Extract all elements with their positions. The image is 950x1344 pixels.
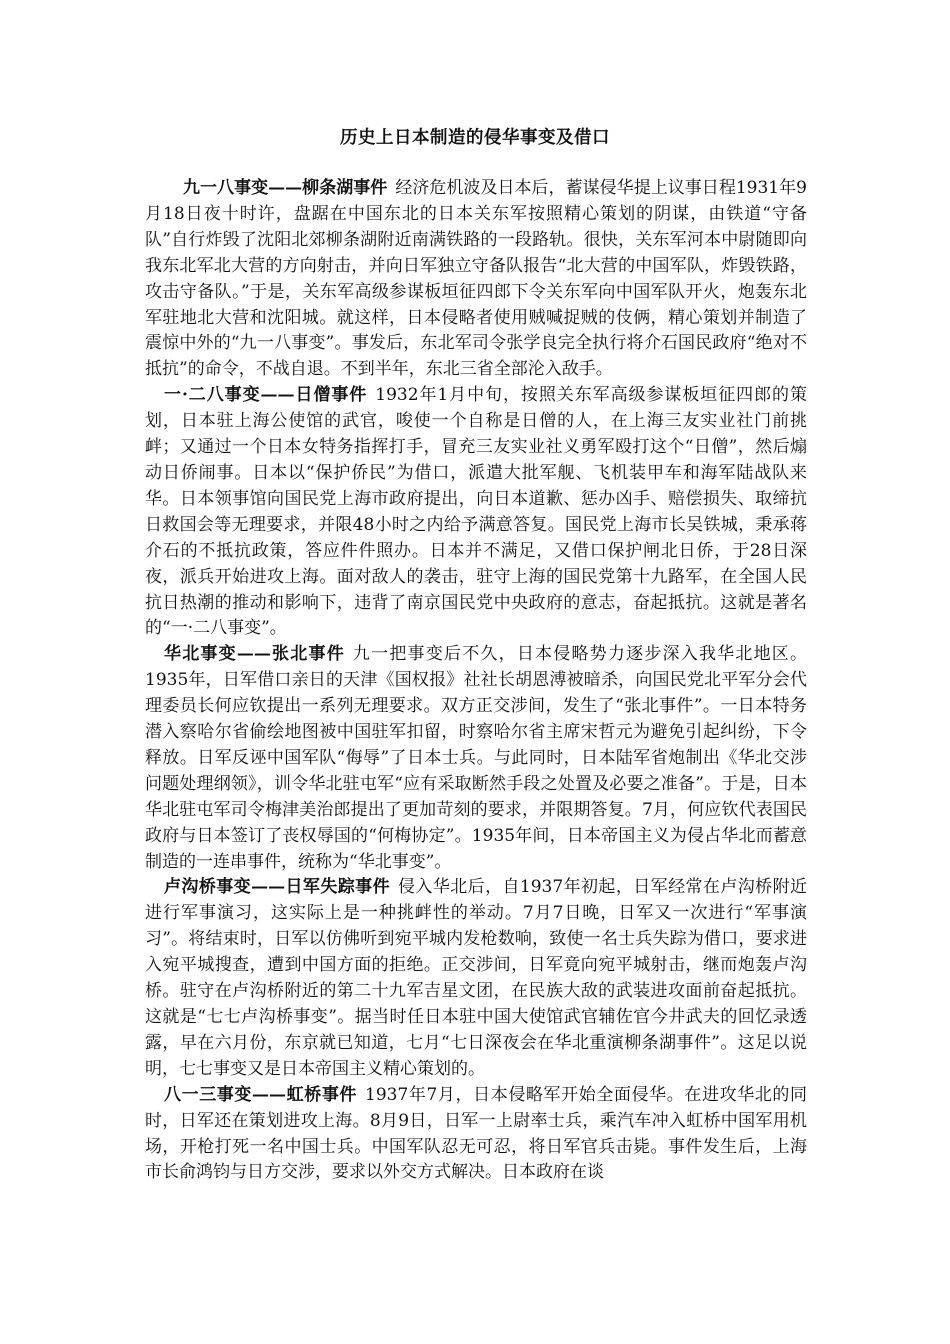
section-paragraph-lugouqiao <box>145 875 807 1082</box>
section-heading-128: 一·二八事变——日僧事件 <box>164 385 368 406</box>
section-text-813: 1937年7月，日本侵略军开始全面侵华。在进攻华北的同时，日军还在策划进攻上海。8月9日，日军一上尉率士兵，乘汽车冲入虹桥中国军用机场，开枪打死一名中国士兵。中国军队忍无可忍，将日军官兵击毙。事件发生后，上海市长俞鸿钧与日方交涉，要求以外交方式解决。日本政府在谈 <box>145 1084 807 1183</box>
section-text-huabei: 九一把事变后不久，日本侵略势力逐步深入我华北地区。1935年，日军借口亲日的天津《国权报》社社长胡恩溥被暗杀，向国民党北平军分会代理委员长何应钦提出一系列无理要求。双方正交涉间，发生了“张北事件”。一日本特务潜入察哈尔省偷绘地图被中国驻军扣留，时察哈尔省主席宋哲元为避免引起纠纷，下令释放。日军反诬中国军队“侮辱”了日本士兵。与此同时，日本陆军省炮制出《华北交涉问题处理纲领》，训令华北驻屯军“应有采取断然手段之处置及必要之准备”。于是，日本华北驻屯军司令梅津美治郎提出了更加苛刻的要求，并限期答复。7月，何应钦代表国民政府与日本签订了丧权辱国的“何梅协定”。1935年间，日本帝国主义为侵占华北而蓄意制造的一连串事件，统称为“华北事变”。 <box>145 644 808 872</box>
section-heading-813: 八一三事变——虹桥事件 <box>164 1084 358 1105</box>
section-heading-lugouqiao: 卢沟桥事变——日军失踪事件 <box>164 877 390 898</box>
section-text-918: 经济危机波及日本后，蓄谋侵华提上议事日程1931年9月18日夜十时许，盘踞在中国东北的日本关东军按照精心策划的阴谋，由铁道“守备队”自行炸毁了沈阳北郊柳条湖附近南满铁路的一段路轨。很快，关东军河本中尉随即向我东北军北大营的方向射击，并向日军独立守备队报告“北大营的中国军队，炸毁铁路，攻击守备队。”于是，关东军高级参谋板垣征四郎下令关东军向中国军队开火，炮轰东北军驻地北大营和沈阳城。就这样，日本侵略者使用贼喊捉贼的伎俩，精心策划并制造了震惊中外的“九一八事变”。事发后，东北军司令张学良完全执行将介石国民政府“绝对不抵抗”的命令，不战自退。不到半年，东北三省全部沦入敌手。 <box>145 178 807 380</box>
section-text-lugouqiao: 侵入华北后，自1937年初起，日军经常在卢沟桥附近进行军事演习，这实际上是一种挑衅性的举动。7月7日晚，日军又一次进行“军事演习”。将结束时，日军以仿佛听到宛平城内发枪数响，致使一名士兵失踪为借口，要求进入宛平城搜查，遭到中国方面的拒绝。正交涉间，日军竟向宛平城射击，继而炮轰卢沟桥。驻守在卢沟桥附近的第二十九军吉星文团，在民族大敌的武装进攻面前奋起抵抗。这就是“七七卢沟桥事变”。据当时任日本驻中国大使馆武官辅佐官今井武夫的回忆录透露，早在六月份，东京就已知道，七月“七日深夜会在华北重演柳条湖事件”。这足以说明，七七事变又是日本帝国主义精心策划的。 <box>145 877 808 1079</box>
section-heading-918: 九一八事变——柳条湖事件 <box>183 178 388 198</box>
section-text-128: 1932年1月中旬，按照关东军高级参谋板垣征四郎的策划，日本驻上海公使馆的武官，唆使一个自称是日僧的人，在上海三友实业社门前挑衅；又通过一个日本女特务指挥打手，冒充三友实业社义勇军殴打这个“日僧”，然后煽动日侨闹事。日本以“保护侨民”为借口，派遣大批军舰、飞机装甲车和海军陆战队来华。日本领事馆向国民党上海市政府提出，向日本道歉、惩办凶手、赔偿损失、取缔抗日救国会等无理要求，并限48小时之内给予满意答复。国民党上海市长吴铁城，秉承蒋介石的不抵抗政策，答应件件照办。日本并不满足，又借口保护闸北日侨，于28日深夜，派兵开始进攻上海。面对敌人的袭击，驻守上海的国民党第十九路军，在全国人民抗日热潮的推动和影响下，违背了南京国民党中央政府的意志，奋起抵抗。这就是著名的“一·二八事变”。 <box>145 385 807 639</box>
section-paragraph-huabei <box>145 642 807 875</box>
section-paragraph-128 <box>145 383 807 642</box>
section-heading-huabei: 华北事变——张北事件 <box>164 644 345 665</box>
section-paragraph-813 <box>145 1083 807 1187</box>
document-title: 历史上日本制造的侵华事变及借口 <box>340 128 610 148</box>
document-body <box>145 176 807 1186</box>
section-paragraph-918 <box>145 176 807 383</box>
